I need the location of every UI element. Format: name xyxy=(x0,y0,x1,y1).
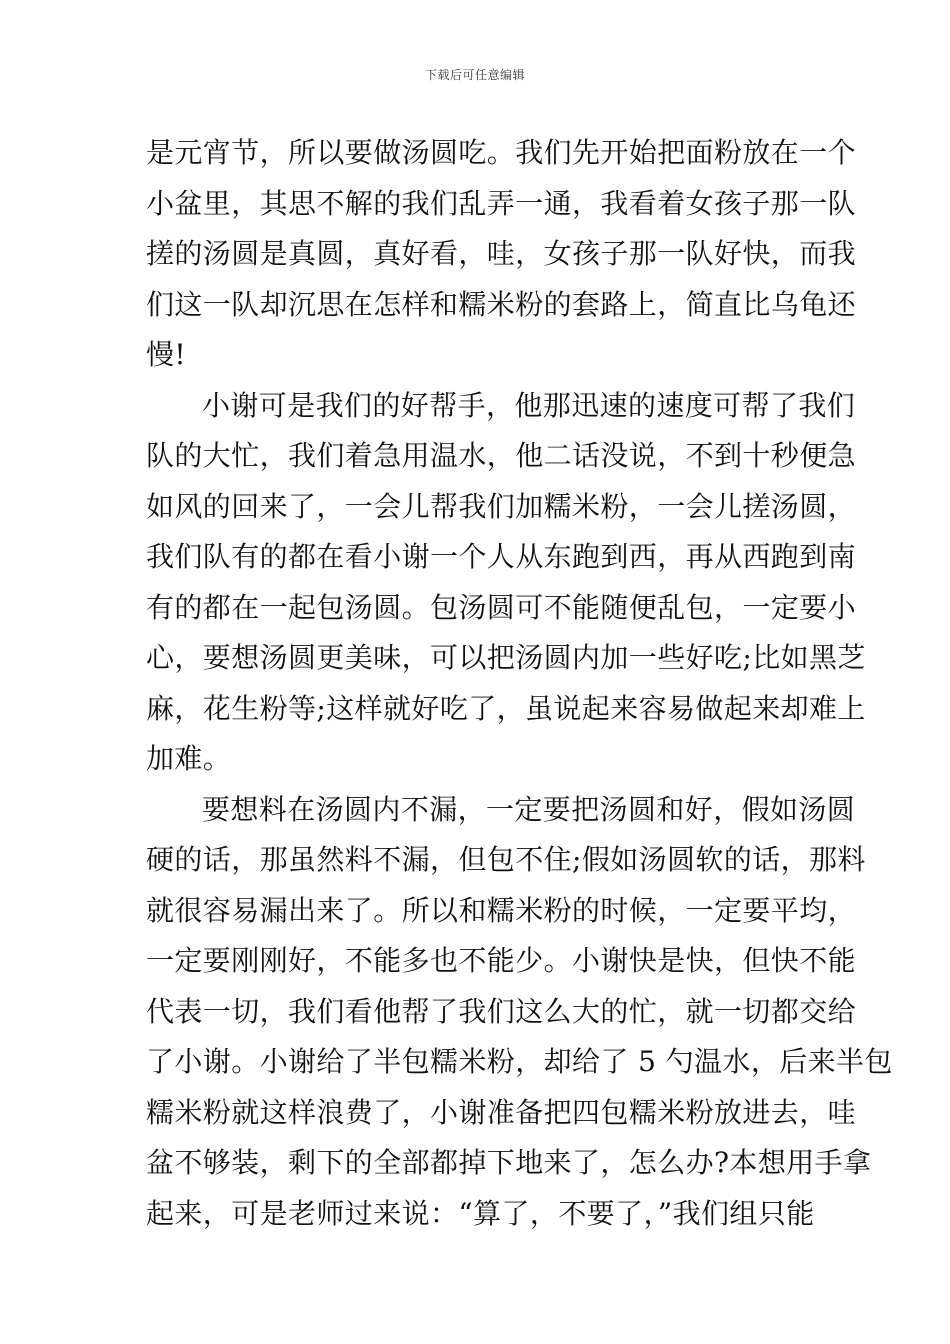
text-line: 代表一切，我们看他帮了我们这么大的忙，就一切都交给 xyxy=(146,994,857,1028)
text-line: 加难。 xyxy=(146,742,232,775)
text-line: 麻，花生粉等;这样就好吃了，虽说起来容易做起来却难上 xyxy=(146,691,866,725)
text-line: 小谢可是我们的好帮手，他那迅速的速度可帮了我们 xyxy=(202,388,856,422)
text-line: 慢! xyxy=(146,338,187,371)
header-note: 下载后可任意编辑 xyxy=(424,68,525,82)
document-body xyxy=(146,128,893,1239)
text-line: 有的都在一起包汤圆。包汤圆可不能随便乱包，一定要小 xyxy=(146,590,857,624)
text-line: 盆不够装，剩下的全部都掉下地来了，怎么办?本想用手拿 xyxy=(146,1146,872,1179)
text-line: 队的大忙，我们着急用温水，他二话没说，不到十秒便急 xyxy=(146,439,857,472)
text-line: 们这一队却沉思在怎样和糯米粉的套路上，简直比乌龟还 xyxy=(146,287,857,321)
text-line: 起来，可是老师过来说：“算了，不要了，”我们组只能 xyxy=(146,1196,815,1230)
text-line: 糯米粉就这样浪费了，小谢准备把四包糯米粉放进去，哇 xyxy=(146,1095,857,1129)
text-line: 小盆里，其思不解的我们乱弄一通，我看着女孩子那一队 xyxy=(146,186,857,220)
text-line: 心，要想汤圆更美味，可以把汤圆内加一些好吃;比如黑芝 xyxy=(146,641,866,674)
text-line: 就很容易漏出来了。所以和糯米粉的时候，一定要平均， xyxy=(146,893,857,927)
text-line: 如风的回来了，一会儿帮我们加糯米粉，一会儿搓汤圆， xyxy=(146,489,857,523)
text-line: 要想料在汤圆内不漏，一定要把汤圆和好，假如汤圆 xyxy=(202,792,856,826)
text-line: 一定要刚刚好，不能多也不能少。小谢快是快，但快不能 xyxy=(146,944,857,977)
text-line: 硬的话，那虽然料不漏，但包不住;假如汤圆软的话，那料 xyxy=(146,843,866,876)
text-line: 我们队有的都在看小谢一个人从东跑到西，再从西跑到南 xyxy=(146,540,857,573)
text-line: 是元宵节，所以要做汤圆吃。我们先开始把面粉放在一个 xyxy=(146,136,857,169)
text-line: 搓的汤圆是真圆，真好看，哇，女孩子那一队好快，而我 xyxy=(146,237,857,270)
text-line: 了小谢。小谢给了半包糯米粉，却给了 5 勺温水，后来半包 xyxy=(146,1045,893,1078)
